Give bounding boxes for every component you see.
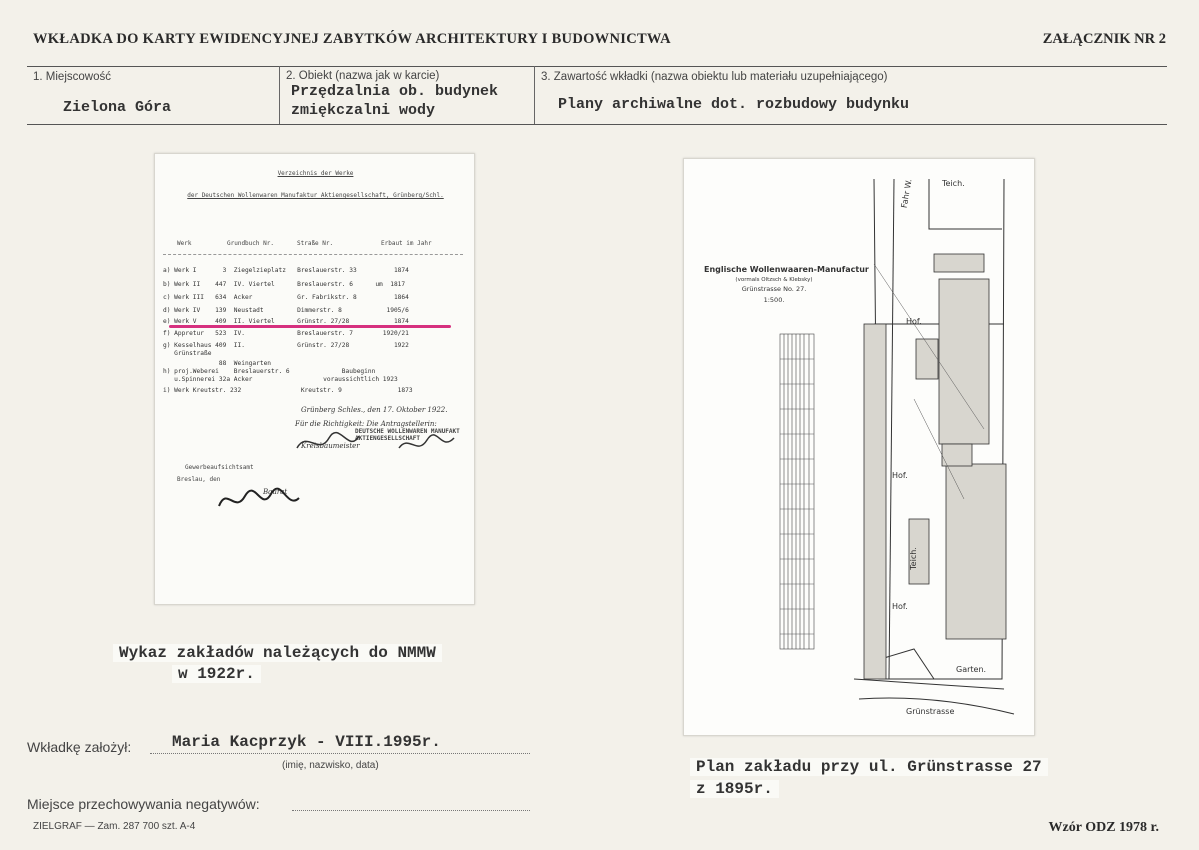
archival-document-photo: [154, 153, 475, 605]
doc-table-rule: [163, 254, 463, 255]
doc-office-stamp: Gewerbeaufsichtsamt: [185, 464, 254, 471]
divider-top: [27, 66, 1167, 67]
doc-row: 88 Weingarten: [163, 360, 272, 367]
plan-label-teich-top: Teich.: [942, 179, 965, 188]
plan-label-hof-1: Hof.: [906, 317, 922, 326]
doc-sign-date: Grünberg Schles., den 17. Oktober 1922.: [301, 406, 448, 414]
highlight-underline: [169, 325, 451, 328]
doc-office: Kreisbaumeister: [301, 442, 360, 450]
plan-label-hof-2: Hof.: [892, 471, 908, 480]
plan-label-hof-3: Hof.: [892, 602, 908, 611]
doc-baurat-signature: [215, 482, 305, 518]
field-content-value: Plany archiwalne dot. rozbudowy budynku: [558, 96, 910, 113]
caption-left-line2: [172, 664, 261, 685]
plan-label-teich-mid: Teich.: [908, 547, 918, 570]
site-plan-photo: [683, 158, 1035, 736]
field-object-value-1: Przędzalnia ob. budynek: [291, 83, 499, 100]
caption-right-text2: z 1895r.: [690, 780, 779, 798]
doc-row: h) proj.Weberei Breslauerstr. 6 Baubeginn: [163, 368, 376, 375]
author-label: Wkładkę założył:: [27, 739, 132, 755]
doc-col-werk: Werk: [177, 240, 192, 247]
plan-scale: 1:500.: [763, 296, 785, 304]
doc-col-strasse: Straße Nr.: [297, 240, 334, 247]
divider-col2: [534, 66, 535, 124]
author-hint: (imię, nazwisko, data): [282, 760, 379, 771]
field-location-label: 1. Miejscowość: [33, 71, 111, 83]
doc-place: Breslau, den: [177, 476, 221, 483]
author-value: Maria Kacprzyk - VIII.1995r.: [172, 733, 441, 751]
doc-row: a) Werk I 3 Ziegelzieplatz Breslauerstr. 33 1874: [163, 267, 409, 274]
doc-sign-for: Für die Richtigkeit: Die Antragstellerin:: [295, 420, 437, 428]
negatives-dotted-line: [292, 810, 530, 811]
caption-left-line1: [113, 643, 442, 664]
doc-row: c) Werk III 634 Acker Gr. Fabrikstr. 8 1864: [163, 294, 409, 301]
field-content-label: 3. Zawartość wkładki (nazwa obiektu lub materiału uzupełniającego): [541, 71, 888, 83]
doc-row: u.Spinnerei 32a Acker voraussichtlich 1923: [163, 376, 398, 383]
doc-row: Grünstraße: [163, 350, 212, 357]
divider-col1: [279, 66, 280, 124]
doc-row: g) Kesselhaus 409 II. Grünstr. 27/28 1922: [163, 342, 409, 349]
doc-company-stamp: DEUTSCHE WOLLENWAREN MANUFAKT AKTIENGESELLSCHAFT: [355, 428, 460, 442]
doc-signatures: [289, 426, 469, 466]
doc-row-highlighted: e) Werk V 409 II. Viertel Grünstr. 27/28 1874: [163, 318, 409, 325]
plan-label-garten: Garten.: [956, 665, 987, 674]
doc-heading: Verzeichnis der Werke: [277, 170, 354, 177]
caption-right-text1: Plan zakładu przy ul. Grünstrasse 27: [690, 758, 1048, 776]
doc-subheading: der Deutschen Wollenwaren Manufaktur Aktiengesellschaft, Grünberg/Schl.: [187, 192, 444, 199]
divider-fields: [27, 124, 1167, 125]
doc-row: d) Werk IV 139 Neustadt Dimmerstr. 8 1905/6: [163, 307, 409, 314]
plan-label-street: Grünstrasse: [906, 707, 955, 716]
plan-address: Grünstrasse No. 27.: [741, 285, 807, 293]
form-number: Wzór ODZ 1978 r.: [1048, 820, 1159, 835]
caption-left-text1: Wykaz zakładów należących do NMMW: [113, 644, 442, 662]
doc-row: f) Appretur 523 IV. Breslauerstr. 7 1920/21: [163, 330, 409, 337]
doc-baurat: Baurat: [263, 488, 288, 496]
negatives-label: Miejsce przechowywania negatywów:: [27, 796, 260, 812]
doc-col-grundbuch: Grundbuch Nr.: [227, 240, 274, 247]
author-dotted-line: [150, 753, 530, 754]
caption-left-text2: w 1922r.: [172, 665, 261, 683]
doc-col-erbaut: Erbaut im Jahr: [381, 240, 432, 247]
doc-row: b) Werk II 447 IV. Viertel Breslauerstr. 6 um 1817: [163, 281, 406, 288]
caption-right-line2: [690, 779, 779, 800]
printer-note: ZIELGRAF — Zam. 287 700 szt. A-4: [33, 821, 196, 832]
attachment-number: ZAŁĄCZNIK NR 2: [1042, 31, 1166, 47]
plan-label-fahr: Fahr W.: [899, 178, 914, 209]
plan-subtitle: (vormals Oltzsch & Klebsky): [735, 277, 813, 283]
caption-right-line1: [690, 757, 1048, 778]
plan-title: Englische Wollenwaaren-Manufactur: [704, 265, 869, 274]
field-object-label: 2. Obiekt (nazwa jak w karcie): [286, 70, 440, 82]
field-location-value: Zielona Góra: [63, 99, 172, 116]
plan-drawing: [684, 159, 1035, 736]
doc-row: i) Werk Kreutstr. 232 Kreutstr. 9 1873: [163, 387, 413, 394]
field-object-value-2: zmiękczalni wody: [291, 102, 436, 119]
sheet-title: WKŁADKA DO KARTY EWIDENCYJNEJ ZABYTKÓW ARCHITEKTURY I BUDOWNICTWA: [33, 31, 671, 47]
